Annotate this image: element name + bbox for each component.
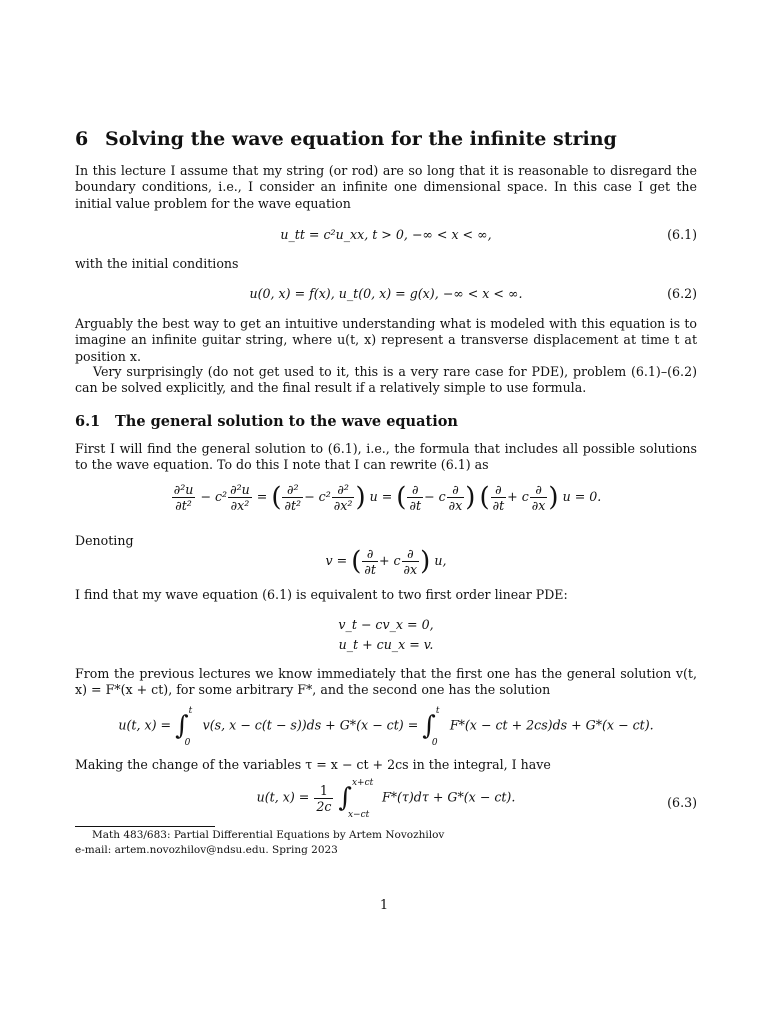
integral-sign: ∫: [175, 711, 189, 741]
general-solution-paragraph: First I will find the general solution to (6.1), i.e., the formula that includes all possible solutions to the wave equation. To do this I note that I can rewrite (6.1) as: [75, 441, 697, 473]
system-line-1: [75, 617, 697, 632]
equation-6-2-label: (6.2): [667, 286, 697, 301]
system-line-2: [75, 637, 697, 652]
footnote-line-2: e-mail: artem.novozhilov@ndsu.edu. Spring 2023: [75, 844, 338, 856]
u-integral-second: F*(x − ct + 2cs)ds + G*(x − ct).: [449, 717, 654, 733]
subsection-title: [75, 413, 458, 430]
integral-sign: ∫: [422, 711, 436, 741]
section-title-text: Solving the wave equation for the infinite string: [105, 128, 617, 150]
intro-paragraph: In this lecture I assume that my string (or rod) are so long that it is reasonable to disregard the boundary conditions, i.e., I consider an infinite one dimensional space. In this case I get the initial value problem for the wave equation: [75, 163, 697, 211]
equation-6-3: u(t, x) = $\frac{1}{2c}$ ∫ x+ct x−ct F*(τ)dτ + G*(x − ct).: [256, 778, 516, 820]
v-definition-rest: u,: [434, 553, 447, 568]
equation-6-3-integrand: F*(τ)dτ + G*(x − ct).: [381, 789, 516, 805]
footnote-rule: [75, 826, 215, 827]
u-integral-equation: u(t, x) = ∫ t 0 v(s, x − c(t − s))ds + G*(x − ct) = ∫ t 0 F*(x − ct + 2cs)ds + G*(x − ct).: [118, 706, 654, 748]
equation-6-1-body: u_tt = c²u_xx, t > 0, −∞ < x < ∞,: [280, 227, 492, 242]
equation-6-1: [75, 227, 697, 242]
intuitive-paragraph: Arguably the best way to get an intuitive understanding what is modeled with this equation is to imagine an infinite guitar string, where u(t, x) represent a transverse displacement at time t at position x.: [75, 316, 697, 364]
fraction-d2u-dx2: $\frac{\text{∂²u}}{\text{∂x²}}$: [230, 482, 250, 513]
equation-6-2-body: u(0, x) = f(x), u_t(0, x) = g(x), −∞ < x < ∞.: [249, 286, 523, 301]
change-of-variables-paragraph: Making the change of the variables τ = x − ct + 2cs in the integral, I have: [75, 757, 551, 772]
equivalence-paragraph: I find that my wave equation (6.1) is equivalent to two first order linear PDE:: [75, 587, 568, 602]
factorization-rest: u = 0.: [562, 489, 602, 504]
footnote-line-1: Math 483/683: Partial Differential Equations by Artem Novozhilov: [92, 829, 445, 841]
fraction-d2u-dt2: $\frac{\text{∂²u}}{\text{∂t²}}$: [173, 482, 194, 513]
system-line-2-text: u_t + cu_x = v.: [338, 637, 434, 652]
denoting-text: Denoting: [75, 533, 134, 548]
fraction-one-over-2c: $\frac{1}{2c}$: [316, 782, 332, 814]
u-integral-first: v(s, x − c(t − s))ds + G*(x − ct) =: [202, 717, 419, 733]
subsection-number: 6.1: [75, 413, 101, 430]
system-line-1-text: v_t − cv_x = 0,: [338, 617, 434, 632]
subsection-title-text: The general solution to the wave equation: [115, 413, 458, 430]
page-number: 1: [379, 898, 389, 913]
with-initial-text: with the initial conditions: [75, 256, 239, 271]
equation-6-1-label: (6.1): [667, 227, 697, 242]
section-number: 6: [75, 128, 89, 150]
previous-lectures-paragraph: From the previous lectures we know immediately that the first one has the general solution v(t, x) = F*(x + ct), for some arbitrary F*, and the second one has the solution: [75, 666, 697, 698]
integral-sign: ∫: [338, 783, 352, 813]
surprising-paragraph: Very surprisingly (do not get used to it, this is a very rare case for PDE), problem (6.1)–(6.2) can be solved explicitly, and the final result if a relatively simple to use formula.: [75, 364, 697, 396]
factorization-equation: $\frac{\text{∂²u}}{\text{∂t²}}$ − c² $\frac{\text{∂²u}}{\text{∂x²}}$ = ( $\frac{\text{∂²}}{\text{∂t²}}$ − c² $\frac{\text{∂²}}{\text{∂x²}}$ ) u = ( $\frac{\partial}{\partial t}$ − c $\frac{\partial}{\partial x}$ ) ( $\frac{\partial}{\partial t}$ + c $\frac{\partial}{\partial x}$ ) u = 0.: [173, 482, 602, 513]
u-integral-lhs: u(t, x) =: [118, 717, 172, 733]
equation-6-3-label: (6.3): [667, 795, 697, 810]
equation-6-3-lhs: u(t, x) =: [256, 789, 310, 805]
v-definition-lhs: v =: [325, 553, 348, 568]
section-title: [75, 128, 617, 150]
v-definition-equation: v = ( $\frac{\partial}{\partial t}$ + c $\frac{\partial}{\partial x}$ ) u,: [325, 546, 447, 577]
equation-6-2: [75, 286, 697, 301]
